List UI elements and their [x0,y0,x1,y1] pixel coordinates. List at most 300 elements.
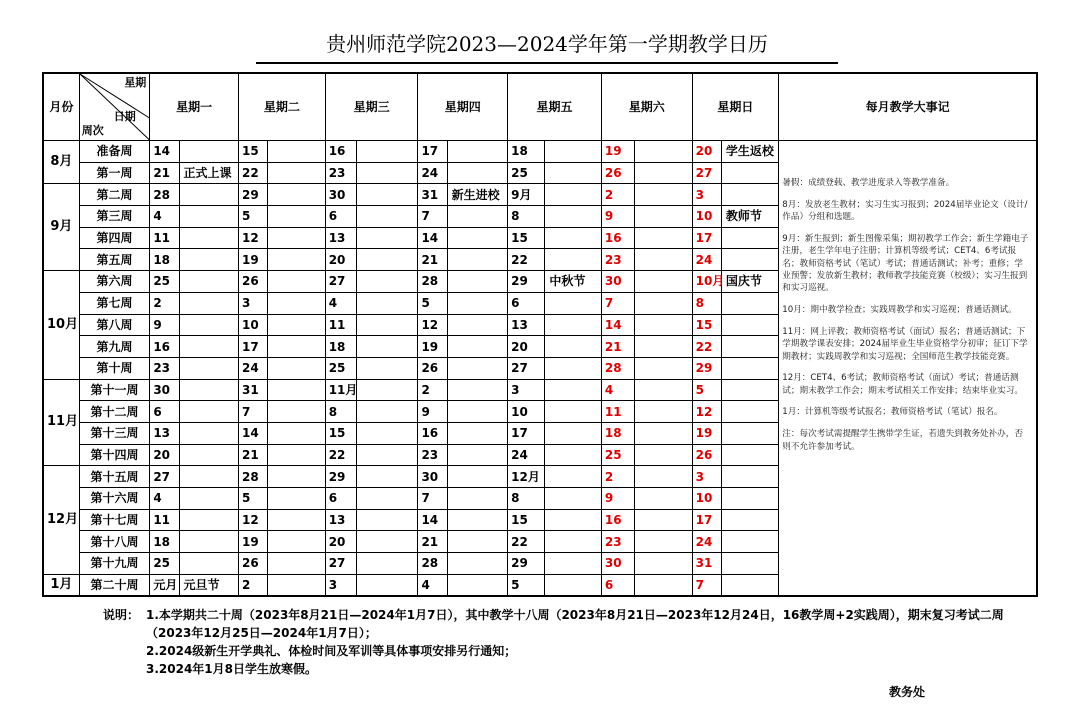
date-cell: 27 [325,553,356,575]
date-cell: 26 [239,271,268,293]
date-cell: 4 [325,292,356,314]
event-label-cell [179,336,238,358]
title-underline [256,62,838,64]
date-cell: 8 [325,401,356,423]
event-label-cell: 中秋节 [545,271,601,293]
event-label-cell [721,184,778,206]
date-cell: 2 [601,466,634,488]
event-label-cell [268,271,325,293]
event-label-cell [635,466,692,488]
event-label-cell [545,227,601,249]
event-label-cell [635,184,692,206]
event-paragraph: 1月：计算机等级考试报名；教师资格考试（笔试）报名。 [782,407,1003,418]
event-label-cell [356,488,418,510]
month-cell: 1月 [43,574,79,596]
date-cell: 11 [325,314,356,336]
date-cell: 16 [150,336,179,358]
event-label-cell [179,206,238,228]
event-label-cell [447,401,507,423]
event-label-cell [447,227,507,249]
week-label: 准备周 [79,141,150,163]
header-day: 星期六 [601,73,692,141]
date-cell: 15 [692,314,721,336]
date-cell: 6 [508,292,545,314]
date-cell: 5 [418,292,447,314]
date-cell: 19 [601,141,634,163]
event-label-cell [268,141,325,163]
event-paragraph: 暑假：成绩登载、教学进度录入等教学准备。 [782,178,955,188]
event-label-cell [447,292,507,314]
event-label-cell [635,271,692,293]
event-label-cell [545,531,601,553]
date-cell: 9 [601,488,634,510]
event-paragraph: 10月：期中教学检查；实践周教学和实习巡视；普通话测试。 [782,305,1017,316]
date-cell: 22 [508,531,545,553]
date-cell: 10 [692,206,721,228]
date-cell: 11 [601,401,634,423]
week-label: 第八周 [79,314,150,336]
event-label-cell [545,314,601,336]
month-cell: 12月 [43,466,79,574]
date-cell: 3 [325,574,356,596]
date-cell: 28 [239,466,268,488]
week-label: 第七周 [79,292,150,314]
header-month: 月份 [43,73,79,141]
month-cell: 10月 [43,271,79,379]
event-label-cell [356,401,418,423]
date-cell: 20 [692,141,721,163]
event-label-cell [268,553,325,575]
event-label-cell [179,271,238,293]
event-label-cell [356,271,418,293]
date-cell: 6 [325,206,356,228]
date-cell: 22 [325,444,356,466]
date-cell: 29 [508,271,545,293]
event-label-cell [447,206,507,228]
event-label-cell [356,531,418,553]
monthly-events-cell [779,141,1037,597]
date-cell: 5 [508,574,545,596]
date-cell: 4 [601,379,634,401]
event-label-cell [545,249,601,271]
event-label-cell [721,574,778,596]
week-label: 第十八周 [79,531,150,553]
event-label-cell [268,336,325,358]
event-label-cell [447,466,507,488]
header-day: 星期日 [692,73,779,141]
date-cell: 20 [325,531,356,553]
date-cell: 12 [692,401,721,423]
date-cell: 30 [601,553,634,575]
week-label: 第三周 [79,206,150,228]
event-label-cell [268,314,325,336]
date-cell: 26 [418,357,447,379]
header-events: 每月教学大事记 [779,73,1037,141]
note-line [103,606,1043,624]
event-label-cell [545,184,601,206]
date-cell: 14 [150,141,179,163]
event-label-cell [268,574,325,596]
header-day: 星期二 [239,73,326,141]
date-cell: 26 [239,553,268,575]
date-cell: 8 [508,206,545,228]
event-label-cell [356,553,418,575]
event-label-cell [721,422,778,444]
date-cell: 7 [418,206,447,228]
event-label-cell [545,379,601,401]
event-label-cell [545,444,601,466]
date-cell: 15 [239,141,268,163]
event-label-cell [268,509,325,531]
date-cell: 24 [508,444,545,466]
date-cell: 31 [692,553,721,575]
date-cell: 19 [418,336,447,358]
event-label-cell [268,422,325,444]
date-cell: 30 [150,379,179,401]
header-day: 星期三 [325,73,418,141]
date-cell: 4 [418,574,447,596]
event-label-cell [635,422,692,444]
week-label: 第十五周 [79,466,150,488]
date-cell: 18 [508,141,545,163]
event-label-cell [179,488,238,510]
date-cell: 5 [239,206,268,228]
week-label: 第十九周 [79,553,150,575]
date-cell: 8 [508,488,545,510]
week-label: 第四周 [79,227,150,249]
date-cell: 17 [418,141,447,163]
event-label-cell [447,553,507,575]
event-paragraph: 8月：发放老生教材；实习生实习报到；2024届毕业论文（设计/作品）分组和选题。 [782,199,1028,223]
event-label-cell [635,379,692,401]
note-text: 1.本学期共二十周（2023年8月21日—2024年1月7日），其中教学十八周（2023年8月21日—2023年12月24日，16教学周+2实践周），期末复习考试二周 [146,608,1004,622]
event-label-cell [356,466,418,488]
date-cell: 25 [601,444,634,466]
diag-weekday-label: 星期 [124,76,147,89]
event-label-cell [635,292,692,314]
date-cell: 7 [239,401,268,423]
event-label-cell [545,141,601,163]
event-label-cell [356,444,418,466]
event-label-cell [356,249,418,271]
event-paragraph: 9月：新生报到；新生图像采集；期初教学工作会；新生学籍电子注册，老生学年电子注册；计算机等级考试；CET4、6考试报名；教师资格考试（笔试）考试；普通话测试；补考；重修；学业预警；发放新生教材；教师教学技能竞赛（校级）；实习生报到和实习巡视。 [782,233,1029,294]
event-label-cell [447,531,507,553]
event-label-cell [635,206,692,228]
event-label-cell [545,162,601,184]
event-label-cell [179,444,238,466]
event-label-cell [545,553,601,575]
week-label: 第九周 [79,336,150,358]
date-cell: 2 [601,184,634,206]
event-label-cell [721,357,778,379]
event-label-cell [268,401,325,423]
date-cell: 15 [508,227,545,249]
date-cell: 14 [418,509,447,531]
date-cell: 29 [325,466,356,488]
date-cell: 16 [325,141,356,163]
date-cell: 12 [239,509,268,531]
event-label-cell [545,422,601,444]
event-label-cell [179,227,238,249]
date-cell: 7 [692,574,721,596]
event-label-cell [179,249,238,271]
event-label-cell [268,162,325,184]
event-label-cell [721,466,778,488]
event-label-cell [447,574,507,596]
week-label: 第十二周 [79,401,150,423]
month-cell: 11月 [43,379,79,466]
event-label-cell [356,292,418,314]
event-label-cell [268,488,325,510]
date-cell: 10 [692,488,721,510]
date-cell: 29 [239,184,268,206]
event-label-cell [447,336,507,358]
event-label-cell [447,162,507,184]
date-cell: 4 [150,206,179,228]
date-cell: 27 [692,162,721,184]
event-label-cell [721,531,778,553]
date-cell: 9 [601,206,634,228]
page-title: 贵州师范学院2023—2024学年第一学期教学日历 [326,32,768,56]
date-cell: 18 [150,531,179,553]
date-cell: 11月 [325,379,356,401]
event-label-cell [356,184,418,206]
date-cell: 24 [692,531,721,553]
event-label-cell [447,357,507,379]
date-cell: 15 [508,509,545,531]
date-cell: 17 [692,509,721,531]
event-label-cell [635,444,692,466]
event-label-cell [447,314,507,336]
date-cell: 20 [150,444,179,466]
date-cell: 9月 [508,184,545,206]
date-cell: 11 [150,509,179,531]
week-label: 第二周 [79,184,150,206]
event-label-cell [545,357,601,379]
date-cell: 6 [601,574,634,596]
event-label-cell [356,336,418,358]
event-label-cell [268,531,325,553]
date-cell: 7 [601,292,634,314]
date-cell: 3 [692,184,721,206]
event-label-cell [721,249,778,271]
note-text: 3.2024年1月8日学生放寒假。 [146,662,318,676]
diag-week-label: 周次 [81,124,104,137]
date-cell: 18 [150,249,179,271]
date-cell: 10月 [692,271,721,293]
date-cell: 4 [150,488,179,510]
event-label-cell [268,227,325,249]
date-cell: 25 [150,553,179,575]
event-label-cell [179,531,238,553]
date-cell: 21 [601,336,634,358]
date-cell: 28 [601,357,634,379]
date-cell: 2 [150,292,179,314]
date-cell: 23 [601,249,634,271]
event-label-cell: 正式上课 [179,162,238,184]
date-cell: 5 [239,488,268,510]
event-label-cell [721,509,778,531]
header-day: 星期五 [508,73,602,141]
date-cell: 28 [418,553,447,575]
event-label-cell [447,509,507,531]
event-label-cell [179,466,238,488]
event-label-cell [545,292,601,314]
event-label-cell [545,574,601,596]
date-cell: 13 [325,509,356,531]
date-cell: 28 [150,184,179,206]
footer-office: 教务处 [889,685,926,699]
notes-label: 说明： [103,608,140,622]
header-diagonal-cell [79,73,150,141]
event-label-cell [635,357,692,379]
date-cell: 21 [239,444,268,466]
date-cell: 21 [418,249,447,271]
date-cell: 12月 [508,466,545,488]
week-label: 第六周 [79,271,150,293]
event-label-cell [356,227,418,249]
date-cell: 10 [239,314,268,336]
event-label-cell [268,444,325,466]
date-cell: 27 [150,466,179,488]
event-label-cell [635,314,692,336]
date-cell: 13 [150,422,179,444]
event-label-cell [179,379,238,401]
event-label-cell [356,574,418,596]
date-cell: 30 [601,271,634,293]
date-cell: 19 [239,249,268,271]
date-cell: 13 [325,227,356,249]
event-label-cell [179,553,238,575]
event-label-cell [721,488,778,510]
event-label-cell [635,553,692,575]
date-cell: 16 [418,422,447,444]
week-label: 第十三周 [79,422,150,444]
week-label: 第十周 [79,357,150,379]
date-cell: 25 [150,271,179,293]
date-cell: 22 [692,336,721,358]
event-label-cell [635,336,692,358]
event-label-cell [545,401,601,423]
date-cell: 17 [508,422,545,444]
event-label-cell [447,488,507,510]
event-label-cell [179,292,238,314]
event-label-cell [356,206,418,228]
date-cell: 20 [508,336,545,358]
date-cell: 12 [418,314,447,336]
event-label-cell [179,401,238,423]
event-label-cell [268,379,325,401]
event-label-cell [635,509,692,531]
header-day: 星期四 [418,73,508,141]
date-cell: 14 [601,314,634,336]
event-label-cell [721,292,778,314]
event-label-cell: 新生进校 [447,184,507,206]
week-label: 第十四周 [79,444,150,466]
date-cell: 5 [692,379,721,401]
date-cell: 21 [150,162,179,184]
event-label-cell [268,184,325,206]
event-label-cell [635,488,692,510]
date-cell: 25 [508,162,545,184]
date-cell: 18 [601,422,634,444]
notes-section [103,606,1043,678]
event-label-cell [721,444,778,466]
week-label: 第二十周 [79,574,150,596]
date-cell: 23 [601,531,634,553]
event-label-cell: 教师节 [721,206,778,228]
event-label-cell: 元旦节 [179,574,238,596]
event-label-cell [356,422,418,444]
date-cell: 26 [692,444,721,466]
event-label-cell [179,357,238,379]
date-cell: 30 [325,184,356,206]
date-cell: 27 [508,357,545,379]
date-cell: 6 [150,401,179,423]
note-text: （2023年12月25日—2024年1月7日）； [146,626,377,640]
date-cell: 29 [508,553,545,575]
week-row [43,141,1037,163]
date-cell: 24 [239,357,268,379]
date-cell: 17 [692,227,721,249]
week-label: 第十一周 [79,379,150,401]
event-label-cell [447,141,507,163]
event-label-cell [356,509,418,531]
event-label-cell [447,422,507,444]
event-label-cell [545,206,601,228]
event-label-cell [635,227,692,249]
date-cell: 11 [150,227,179,249]
event-label-cell [268,249,325,271]
event-label-cell [447,249,507,271]
date-cell: 14 [418,227,447,249]
event-label-cell [545,488,601,510]
event-label-cell [179,314,238,336]
date-cell: 24 [692,249,721,271]
event-label-cell [447,271,507,293]
date-cell: 22 [239,162,268,184]
date-cell: 2 [239,574,268,596]
note-text: 2.2024级新生开学典礼、体检时间及军训等具体事项安排另行通知； [146,644,517,658]
event-label-cell [721,314,778,336]
date-cell: 21 [418,531,447,553]
week-label: 第五周 [79,249,150,271]
event-label-cell [179,141,238,163]
date-cell: 22 [508,249,545,271]
event-label-cell [635,162,692,184]
date-cell: 13 [508,314,545,336]
date-cell: 23 [418,444,447,466]
date-cell: 2 [418,379,447,401]
event-label-cell [635,141,692,163]
event-label-cell [545,466,601,488]
event-label-cell [635,249,692,271]
date-cell: 9 [418,401,447,423]
week-label: 第十六周 [79,488,150,510]
date-cell: 7 [418,488,447,510]
date-cell: 23 [150,357,179,379]
date-cell: 27 [325,271,356,293]
date-cell: 16 [601,509,634,531]
date-cell: 17 [239,336,268,358]
event-label-cell [268,206,325,228]
event-label-cell [268,292,325,314]
event-label-cell [721,379,778,401]
month-cell: 9月 [43,184,79,271]
date-cell: 20 [325,249,356,271]
event-label-cell [356,141,418,163]
event-label-cell [721,401,778,423]
